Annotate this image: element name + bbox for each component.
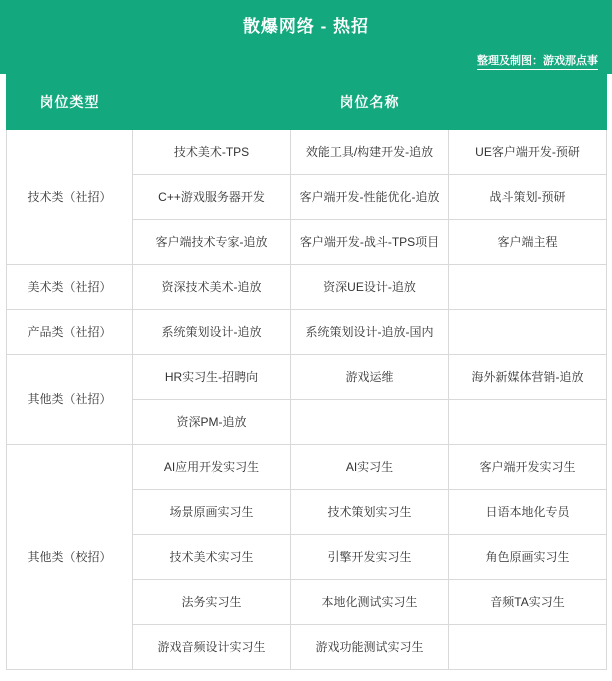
position-cell: HR实习生-招聘向 [133, 355, 291, 400]
category-cell: 产品类（社招） [7, 310, 133, 355]
position-cell: C++游戏服务器开发 [133, 175, 291, 220]
position-cell: 技术美术-TPS [133, 130, 291, 175]
position-cell-empty [449, 265, 607, 310]
job-table [6, 74, 607, 670]
table-body [7, 130, 607, 670]
position-cell: 效能工具/构建开发-追放 [291, 130, 449, 175]
position-cell: AI实习生 [291, 445, 449, 490]
position-cell: 系统策划设计-追放-国内 [291, 310, 449, 355]
position-cell: 角色原画实习生 [449, 535, 607, 580]
position-cell: 资深UE设计-追放 [291, 265, 449, 310]
table-row [7, 445, 607, 490]
position-cell: UE客户端开发-预研 [449, 130, 607, 175]
position-cell: 法务实习生 [133, 580, 291, 625]
position-cell: 战斗策划-预研 [449, 175, 607, 220]
column-header-position: 岗位名称 [133, 75, 607, 130]
category-cell: 美术类（社招） [7, 265, 133, 310]
table-row [7, 130, 607, 175]
category-cell: 其他类（校招） [7, 445, 133, 670]
position-cell: 引擎开发实习生 [291, 535, 449, 580]
position-cell: 游戏功能测试实习生 [291, 625, 449, 670]
position-cell: 客户端开发实习生 [449, 445, 607, 490]
position-cell: 客户端主程 [449, 220, 607, 265]
title-bar [0, 0, 612, 48]
position-cell-empty [449, 400, 607, 445]
position-cell-empty [291, 400, 449, 445]
position-cell: 技术策划实习生 [291, 490, 449, 535]
position-cell: 日语本地化专员 [449, 490, 607, 535]
page-title: 散爆网络 - 热招 [242, 16, 370, 36]
position-cell: AI应用开发实习生 [133, 445, 291, 490]
table-header [7, 75, 607, 130]
position-cell: 资深PM-追放 [133, 400, 291, 445]
position-cell-empty [449, 625, 607, 670]
table-row [7, 265, 607, 310]
table-row [7, 310, 607, 355]
category-cell: 其他类（社招） [7, 355, 133, 445]
column-header-category: 岗位类型 [7, 75, 133, 130]
position-cell: 资深技术美术-追放 [133, 265, 291, 310]
credit-bar [0, 48, 612, 74]
position-cell: 场景原画实习生 [133, 490, 291, 535]
position-cell: 音频TA实习生 [449, 580, 607, 625]
position-cell: 客户端开发-战斗-TPS项目 [291, 220, 449, 265]
position-cell: 客户端开发-性能优化-追放 [291, 175, 449, 220]
position-cell: 游戏音频设计实习生 [133, 625, 291, 670]
position-cell: 游戏运维 [291, 355, 449, 400]
position-cell: 本地化测试实习生 [291, 580, 449, 625]
table-row [7, 355, 607, 400]
category-cell: 技术类（社招） [7, 130, 133, 265]
position-cell: 客户端技术专家-追放 [133, 220, 291, 265]
position-cell: 系统策划设计-追放 [133, 310, 291, 355]
position-cell: 海外新媒体营销-追放 [449, 355, 607, 400]
credit-label: 整理及制图：游戏那点事 [477, 52, 598, 70]
position-cell-empty [449, 310, 607, 355]
table-header-row [7, 75, 607, 130]
position-cell: 技术美术实习生 [133, 535, 291, 580]
